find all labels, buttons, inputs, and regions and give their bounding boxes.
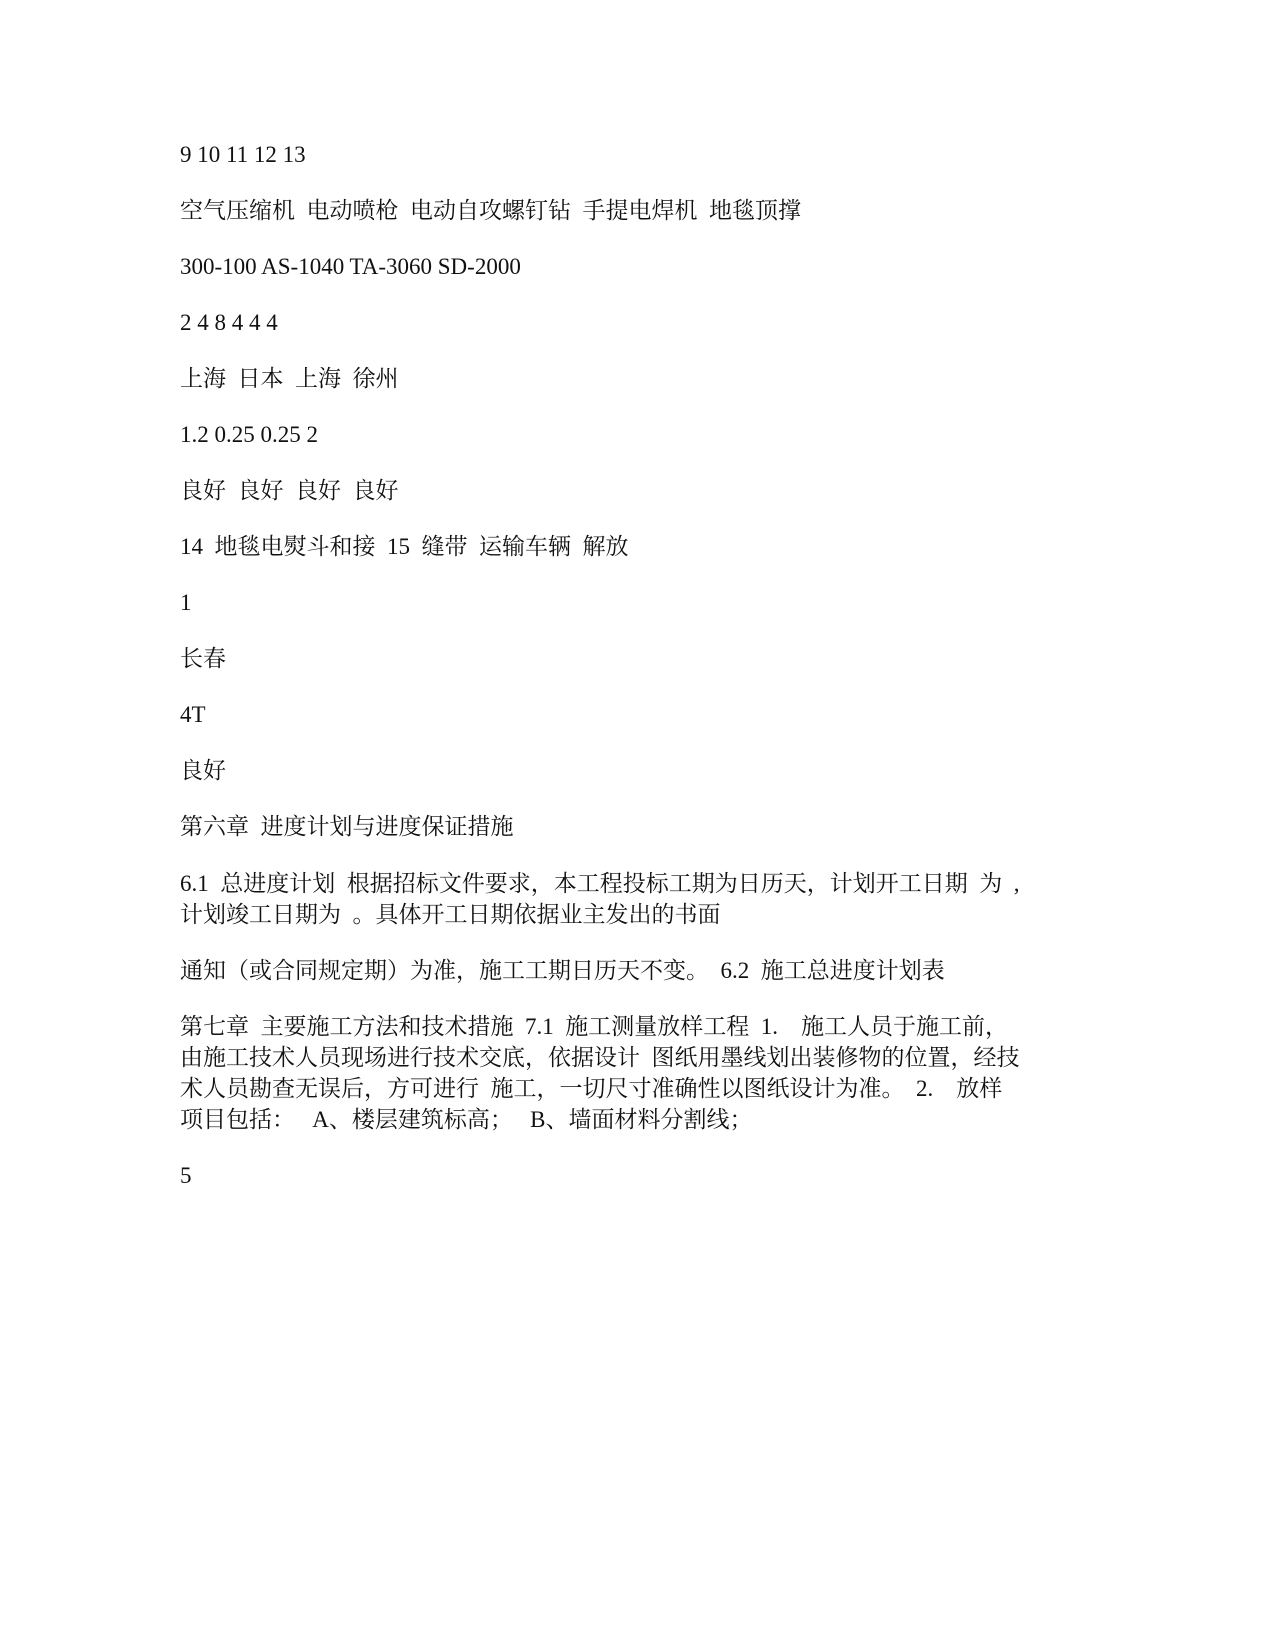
equipment-names-line: 空气压缩机 电动喷枪 电动自攻螺钉钻 手提电焊机 地毯顶撑 bbox=[180, 198, 801, 223]
document-body bbox=[180, 139, 1050, 1191]
equipment-numbers-line: 9 10 11 12 13 bbox=[180, 142, 306, 167]
chapter-7-paragraph: 第七章 主要施工方法和技术措施 7.1 施工测量放样工程 1. 施工人员于施工前， 由施工技术人员现场进行技术交底，依据设计 图纸用墨线划出装修物的位置，经技 术人员勘查无误后，方可进行 施工，一切尺寸准确性以图纸设计为准。 2. 放样 项目包括： A、楼层建筑标高； B、墙面材料分割线； bbox=[180, 1014, 1020, 1132]
equipment-items-14-15-line: 14 地毯电熨斗和接 15 缝带 运输车辆 解放 bbox=[180, 534, 629, 559]
vehicle-condition-line: 良好 bbox=[180, 758, 226, 783]
equipment-quantities-line: 2 4 8 4 4 4 bbox=[180, 310, 278, 335]
chapter-6-heading: 第六章 进度计划与进度保证措施 bbox=[180, 814, 514, 839]
vehicle-capacity-line: 4T bbox=[180, 702, 206, 727]
equipment-models-line: 300-100 AS-1040 TA-3060 SD-2000 bbox=[180, 254, 521, 279]
vehicle-quantity-line: 1 bbox=[180, 590, 192, 615]
page-number: 5 bbox=[180, 1163, 192, 1188]
section-6-1-paragraph: 6.1 总进度计划 根据招标文件要求，本工程投标工期为日历天，计划开工日期 为 , 计划竣工日期为 。具体开工日期依据业主发出的书面 bbox=[180, 871, 1020, 927]
equipment-condition-line: 良好 良好 良好 良好 bbox=[180, 478, 399, 503]
vehicle-origin-line: 长春 bbox=[180, 646, 226, 671]
equipment-power-line: 1.2 0.25 0.25 2 bbox=[180, 422, 318, 447]
equipment-origins-line: 上海 日本 上海 徐州 bbox=[180, 366, 399, 391]
section-6-2-paragraph: 通知（或合同规定期）为准，施工工期日历天不变。 6.2 施工总进度计划表 bbox=[180, 958, 945, 983]
